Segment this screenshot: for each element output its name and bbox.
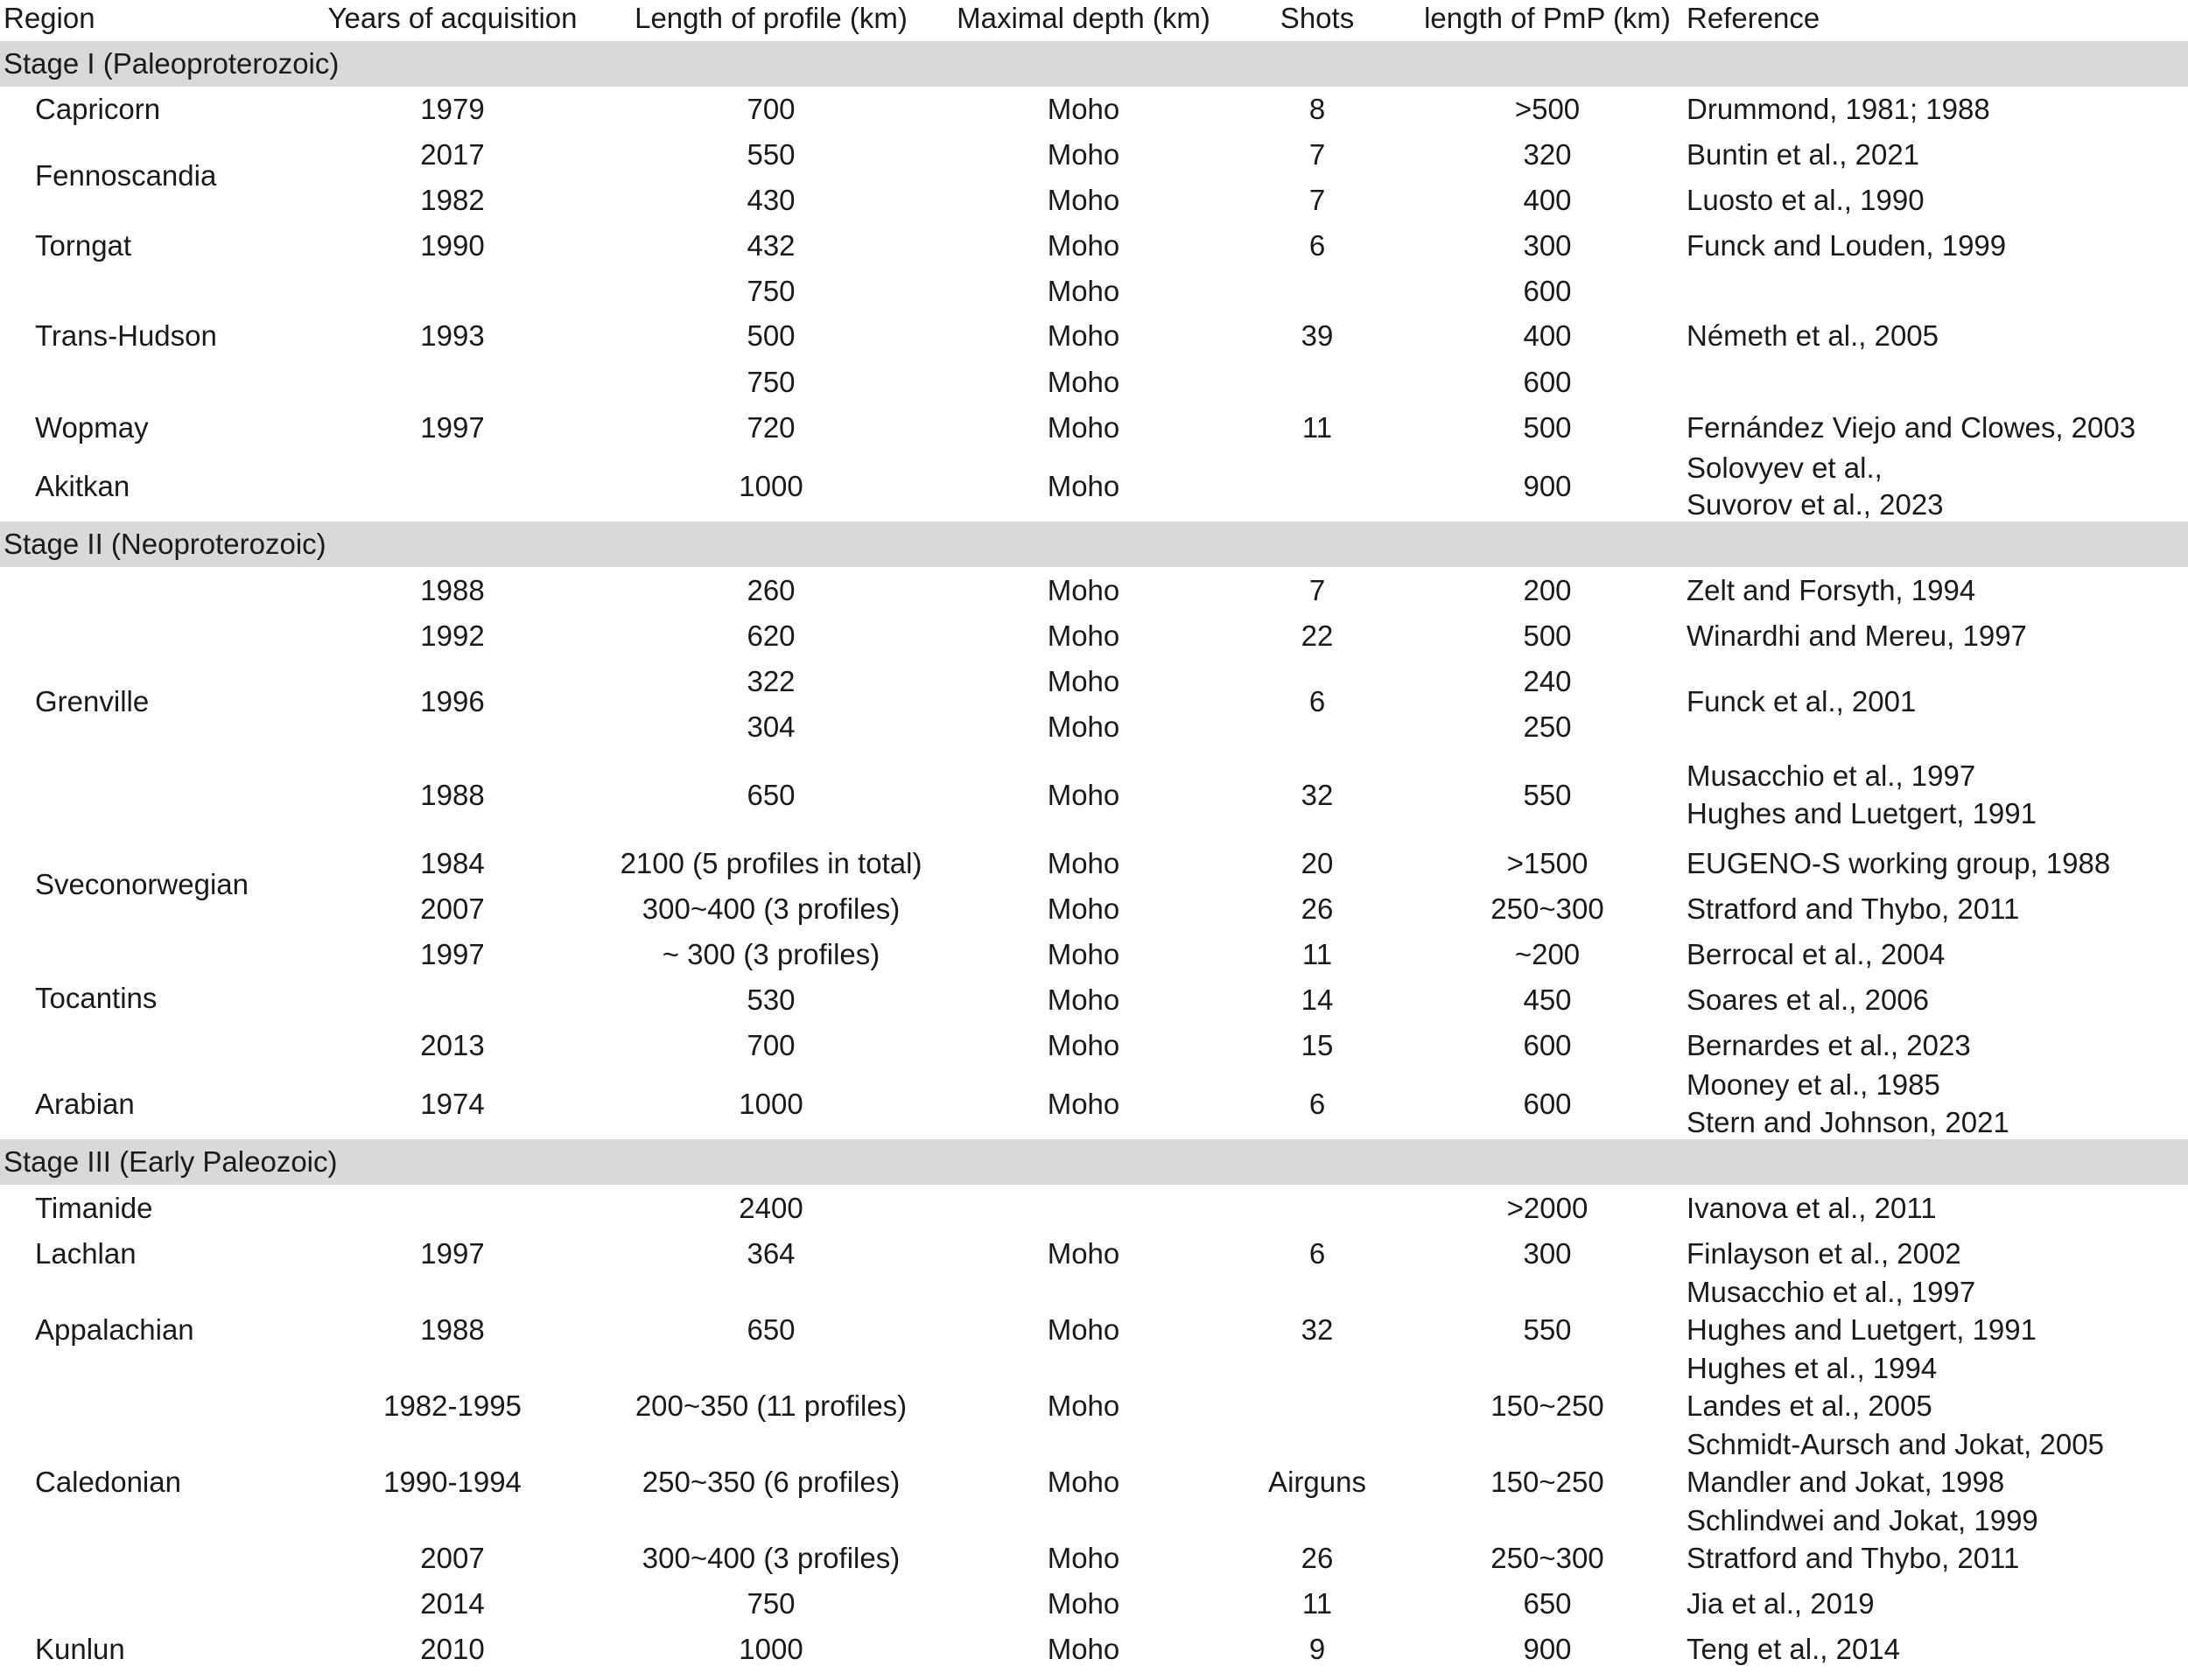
year-cell: 1982 [420, 184, 485, 216]
year-cell: 2013 [420, 1029, 485, 1061]
reference-cell: Funck and Louden, 1999 [1687, 229, 2007, 262]
year-cell: 2017 [420, 138, 485, 171]
depth-cell: Moho [1047, 1466, 1120, 1498]
reference-cell: Németh et al., 2005 [1687, 319, 1939, 352]
depth-cell: Moho [1047, 847, 1120, 879]
depth-cell: Moho [1047, 319, 1120, 352]
length-cell: 2100 (5 profiles in total) [620, 847, 922, 879]
header-region: Region [4, 2, 95, 34]
length-cell: 430 [747, 184, 796, 216]
length-cell: 300~400 (3 profiles) [642, 892, 901, 925]
length-cell: 364 [747, 1237, 796, 1270]
length-cell: 250~350 (6 profiles) [642, 1466, 901, 1498]
depth-cell: Moho [1047, 1313, 1120, 1346]
reference-cell: Bernardes et al., 2023 [1687, 1029, 1971, 1061]
depth-cell: Moho [1047, 275, 1120, 307]
pmp-cell: 200 [1523, 574, 1572, 606]
length-cell: 530 [747, 984, 796, 1016]
depth-cell: Moho [1047, 1088, 1120, 1120]
reference-cell: Funck et al., 2001 [1687, 685, 1917, 718]
pmp-cell: 240 [1523, 665, 1572, 697]
stage-band-1 [0, 41, 2188, 87]
depth-cell: Moho [1047, 366, 1120, 398]
depth-cell: Moho [1047, 411, 1120, 444]
depth-cell: Moho [1047, 1390, 1120, 1422]
pmp-cell: 500 [1523, 620, 1572, 652]
shots-cell: 15 [1301, 1029, 1334, 1061]
pmp-cell: 300 [1523, 1237, 1572, 1270]
header-pmp: length of PmP (km) [1424, 2, 1671, 34]
reference-cell: Musacchio et al., 1997 [1687, 1276, 1976, 1308]
reference-cell: Hughes and Luetgert, 1991 [1687, 797, 2037, 830]
length-cell: 2400 [739, 1192, 803, 1224]
region-cell: Wopmay [35, 411, 149, 444]
shots-cell: 11 [1301, 938, 1333, 970]
year-cell: 1984 [420, 847, 485, 879]
stage-label: Stage II (Neoproterozoic) [4, 528, 326, 560]
region-cell: Trans-Hudson [35, 319, 217, 352]
pmp-cell: 150~250 [1490, 1466, 1604, 1498]
reference-cell: Luosto et al., 1990 [1687, 184, 1925, 216]
pmp-cell: 450 [1523, 984, 1572, 1016]
length-cell: 650 [747, 1313, 796, 1346]
depth-cell: Moho [1047, 1237, 1120, 1270]
header-years: Years of acquisition [327, 2, 578, 34]
shots-cell: 6 [1308, 1237, 1326, 1270]
shots-cell: Airguns [1268, 1466, 1366, 1498]
pmp-cell: >2000 [1506, 1192, 1588, 1224]
depth-cell: Moho [1047, 1542, 1120, 1574]
reference-cell: Jia et al., 2019 [1687, 1587, 1875, 1620]
reference-cell: Schlindwei and Jokat, 1999 [1687, 1504, 2038, 1536]
header-length: Length of profile (km) [635, 2, 908, 34]
shots-cell: 11 [1301, 1587, 1333, 1620]
length-cell: 500 [747, 319, 796, 352]
shots-cell: 14 [1301, 984, 1334, 1016]
year-cell: 2007 [420, 1542, 485, 1574]
length-cell: 1000 [739, 1088, 803, 1120]
reference-cell: Teng et al., 2014 [1687, 1633, 1901, 1665]
reference-cell: Stratford and Thybo, 2011 [1687, 1542, 2020, 1574]
shots-cell: 11 [1301, 411, 1333, 444]
length-cell: 1000 [739, 470, 803, 502]
reference-cell: Schmidt-Aursch and Jokat, 2005 [1687, 1428, 2104, 1460]
length-cell: 432 [747, 229, 796, 262]
pmp-cell: 600 [1523, 1088, 1572, 1120]
region-cell: Appalachian [35, 1313, 194, 1346]
pmp-cell: 320 [1523, 138, 1572, 171]
region-cell: Capricorn [35, 93, 161, 125]
length-cell: 322 [747, 665, 796, 697]
pmp-cell: 650 [1523, 1587, 1572, 1620]
shots-cell: 26 [1301, 1542, 1334, 1574]
year-cell: 1997 [420, 411, 485, 444]
depth-cell: Moho [1047, 1587, 1120, 1620]
year-cell: 1993 [420, 319, 485, 352]
shots-cell: 8 [1308, 93, 1326, 125]
reference-cell: Berrocal et al., 2004 [1687, 938, 1946, 970]
depth-cell: Moho [1047, 93, 1120, 125]
year-cell: 2007 [420, 892, 485, 925]
depth-cell: Moho [1047, 470, 1120, 502]
year-cell: 1988 [420, 1313, 485, 1346]
reference-cell: Stratford and Thybo, 2011 [1687, 892, 2020, 925]
year-cell: 2014 [420, 1587, 485, 1620]
length-cell: 720 [747, 411, 796, 444]
shots-cell: 7 [1308, 138, 1326, 171]
reference-cell: Stern and Johnson, 2021 [1687, 1106, 2009, 1138]
region-cell: Torngat [35, 229, 132, 262]
reference-cell: Solovyev et al., [1687, 452, 1883, 484]
length-cell: 260 [747, 574, 796, 606]
length-cell: 304 [747, 710, 796, 743]
reference-cell: Buntin et al., 2021 [1687, 138, 1920, 171]
year-cell: 1990 [420, 229, 485, 262]
length-cell: 750 [747, 366, 796, 398]
reference-cell: Landes et al., 2005 [1687, 1390, 1932, 1422]
year-cell: 1997 [420, 1237, 485, 1270]
shots-cell: 6 [1308, 685, 1326, 718]
shots-cell: 32 [1301, 1313, 1334, 1346]
region-cell: Kunlun [35, 1633, 125, 1665]
region-cell: Lachlan [35, 1237, 137, 1270]
pmp-cell: 400 [1523, 319, 1572, 352]
length-cell: 1000 [739, 1633, 803, 1665]
pmp-cell: 250 [1523, 710, 1572, 743]
stage-label: Stage III (Early Paleozoic) [4, 1145, 338, 1178]
length-cell: 300~400 (3 profiles) [642, 1542, 901, 1574]
pmp-cell: 250~300 [1490, 892, 1604, 925]
depth-cell: Moho [1047, 1633, 1120, 1665]
shots-cell: 39 [1301, 319, 1334, 352]
reference-cell: Hughes et al., 1994 [1687, 1352, 1938, 1384]
reference-cell: Drummond, 1981; 1988 [1687, 93, 1990, 125]
pmp-cell: 600 [1523, 1029, 1572, 1061]
year-cell: 1974 [420, 1088, 485, 1120]
stage-band-3 [0, 1139, 2188, 1185]
pmp-cell: >1500 [1506, 847, 1588, 879]
stage-label: Stage I (Paleoproterozoic) [4, 47, 340, 80]
pmp-cell: 300 [1523, 229, 1572, 262]
depth-cell: Moho [1047, 779, 1120, 811]
reference-cell: Finlayson et al., 2002 [1687, 1237, 1961, 1270]
reference-cell: Hughes and Luetgert, 1991 [1687, 1313, 2037, 1346]
region-cell: Akitkan [35, 470, 130, 502]
stage-band-2 [0, 522, 2188, 567]
year-cell: 2010 [420, 1633, 485, 1665]
pmp-cell: 500 [1523, 411, 1572, 444]
reference-cell: Musacchio et al., 1997 [1687, 760, 1976, 792]
pmp-cell: 600 [1523, 366, 1572, 398]
depth-cell: Moho [1047, 1029, 1120, 1061]
shots-cell: 20 [1301, 847, 1334, 879]
year-cell: 1990-1994 [383, 1466, 522, 1498]
year-cell: 1988 [420, 574, 485, 606]
length-cell: 750 [747, 275, 796, 307]
region-cell: Grenville [35, 685, 150, 718]
year-cell: 1996 [420, 685, 485, 718]
depth-cell: Moho [1047, 984, 1120, 1016]
length-cell: 700 [747, 93, 796, 125]
pmp-cell: 900 [1523, 1633, 1572, 1665]
year-cell: 1982-1995 [383, 1390, 522, 1422]
pmp-cell: 250~300 [1490, 1542, 1604, 1574]
year-cell: 1979 [420, 93, 485, 125]
depth-cell: Moho [1047, 620, 1120, 652]
reference-cell: Ivanova et al., 2011 [1687, 1192, 1937, 1224]
region-cell: Caledonian [35, 1466, 181, 1498]
length-cell: 200~350 (11 profiles) [635, 1390, 908, 1422]
region-cell: Arabian [35, 1088, 135, 1120]
shots-cell: 6 [1308, 1088, 1326, 1120]
reference-cell: Winardhi and Mereu, 1997 [1687, 620, 2027, 652]
depth-cell: Moho [1047, 938, 1120, 970]
depth-cell: Moho [1047, 229, 1120, 262]
shots-cell: 9 [1308, 1633, 1326, 1665]
reference-cell: Mooney et al., 1985 [1687, 1068, 1940, 1101]
length-cell: 650 [747, 779, 796, 811]
shots-cell: 7 [1308, 184, 1326, 216]
length-cell: ~ 300 (3 profiles) [662, 938, 880, 970]
reference-cell: Fernández Viejo and Clowes, 2003 [1687, 411, 2136, 444]
shots-cell: 32 [1301, 779, 1334, 811]
region-cell: Fennoscandia [35, 159, 217, 192]
pmp-cell: 400 [1523, 184, 1572, 216]
reference-cell: Suvorov et al., 2023 [1687, 488, 1944, 521]
depth-cell: Moho [1047, 665, 1120, 697]
region-cell: Timanide [35, 1192, 153, 1224]
pmp-cell: ~200 [1514, 938, 1581, 970]
header-reference: Reference [1687, 2, 1820, 34]
year-cell: 1992 [420, 620, 485, 652]
pmp-cell: 600 [1523, 275, 1572, 307]
reference-cell: EUGENO-S working group, 1988 [1687, 847, 2111, 879]
year-cell: 1988 [420, 779, 485, 811]
header-depth: Maximal depth (km) [957, 2, 1210, 34]
pmp-cell: 550 [1523, 1313, 1572, 1346]
length-cell: 700 [747, 1029, 796, 1061]
depth-cell: Moho [1047, 574, 1120, 606]
shots-cell: 7 [1308, 574, 1326, 606]
depth-cell: Moho [1047, 184, 1120, 216]
depth-cell: Moho [1047, 892, 1120, 925]
depth-cell: Moho [1047, 710, 1120, 743]
pmp-cell: 550 [1523, 779, 1572, 811]
shots-cell: 6 [1308, 229, 1326, 262]
length-cell: 550 [747, 138, 796, 171]
length-cell: 750 [747, 1587, 796, 1620]
year-cell: 1997 [420, 938, 485, 970]
region-cell: Sveconorwegian [35, 868, 249, 900]
reference-cell: Zelt and Forsyth, 1994 [1687, 574, 1976, 606]
pmp-cell: 900 [1523, 470, 1572, 502]
length-cell: 620 [747, 620, 796, 652]
pmp-cell: 150~250 [1490, 1390, 1604, 1422]
header-shots: Shots [1280, 2, 1355, 34]
region-cell: Tocantins [35, 982, 158, 1014]
reference-cell: Soares et al., 2006 [1687, 984, 1930, 1016]
pmp-cell: >500 [1514, 93, 1581, 125]
depth-cell: Moho [1047, 138, 1120, 171]
shots-cell: 26 [1301, 892, 1334, 925]
shots-cell: 22 [1301, 620, 1334, 652]
reference-cell: Mandler and Jokat, 1998 [1687, 1466, 2005, 1498]
